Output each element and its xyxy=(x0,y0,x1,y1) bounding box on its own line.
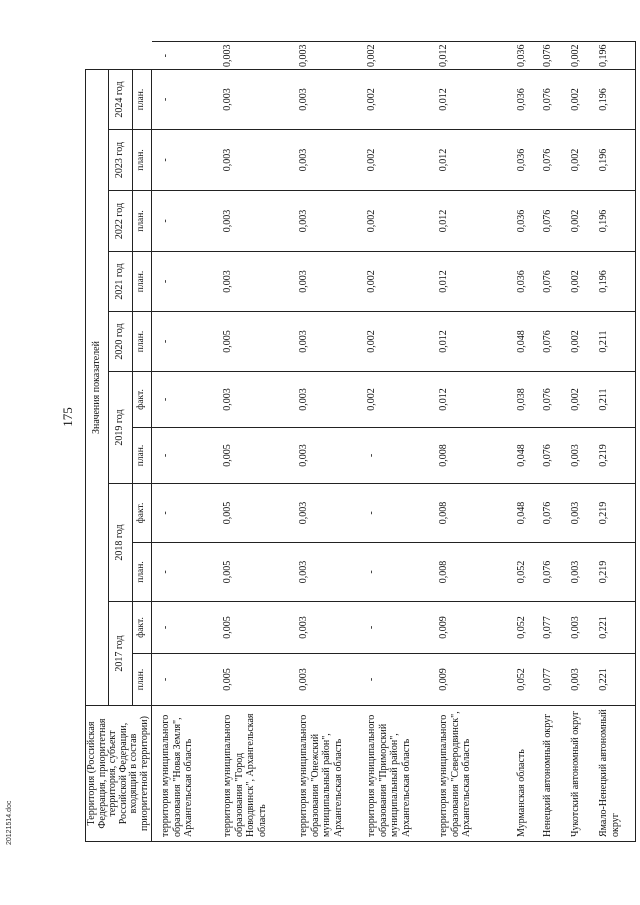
value-cell: - xyxy=(365,484,437,543)
value-cell: 0,003 xyxy=(297,654,365,706)
value-cell: - xyxy=(365,428,437,484)
value-cell: - xyxy=(152,602,222,654)
value-cell: 0,008 xyxy=(437,428,515,484)
value-cell: - xyxy=(152,654,222,706)
value-cell: - xyxy=(152,191,222,252)
value-cell: 0,003 xyxy=(221,70,297,130)
table-row xyxy=(569,42,597,842)
value-cell: - xyxy=(152,312,222,372)
value-cell: 0,076 xyxy=(541,70,569,130)
value-cell: 0,009 xyxy=(437,654,515,706)
value-cell: 0,003 xyxy=(297,312,365,372)
year-header: 2022 год xyxy=(109,191,132,252)
value-cell: 0,003 xyxy=(221,252,297,312)
value-cell: 0,036 xyxy=(515,70,541,130)
value-cell: 0,221 xyxy=(597,654,636,706)
value-cell: 0,076 xyxy=(541,130,569,191)
value-cell: 0,221 xyxy=(597,602,636,654)
year-header: 2021 год xyxy=(109,252,132,312)
year-header: 2019 год xyxy=(109,372,132,484)
value-cell: 0,076 xyxy=(541,312,569,372)
year-header: 2020 год xyxy=(109,312,132,372)
table-row xyxy=(437,42,515,842)
territory-cell: территория муниципального образования "Приморский муниципальный район", Архангельская область xyxy=(365,706,437,842)
value-cell: 0,052 xyxy=(515,543,541,602)
value-cell: 0,036 xyxy=(515,130,541,191)
value-cell: 0,002 xyxy=(365,70,437,130)
value-cell: 0,005 xyxy=(221,654,297,706)
value-cell: 0,002 xyxy=(365,252,437,312)
value-cell: - xyxy=(152,42,222,70)
value-cell: 0,076 xyxy=(541,484,569,543)
value-cell: 0,003 xyxy=(297,428,365,484)
value-cell: 0,077 xyxy=(541,602,569,654)
value-cell: 0,211 xyxy=(597,372,636,428)
plan-header: план. xyxy=(132,130,151,191)
value-cell: 0,052 xyxy=(515,654,541,706)
value-cell: 0,219 xyxy=(597,484,636,543)
value-cell: 0,002 xyxy=(569,42,597,70)
territory-cell: Чукотский автономный округ xyxy=(569,706,597,842)
territory-cell: Ненецкий автономный округ xyxy=(541,706,569,842)
value-cell: 0,196 xyxy=(597,70,636,130)
value-cell: 0,002 xyxy=(569,191,597,252)
value-cell: 0,002 xyxy=(365,42,437,70)
fact-header: факт. xyxy=(132,484,151,543)
value-cell: 0,196 xyxy=(597,42,636,70)
value-cell: 0,036 xyxy=(515,42,541,70)
table-row xyxy=(515,42,541,842)
value-cell: 0,003 xyxy=(297,191,365,252)
value-cell: 0,002 xyxy=(365,130,437,191)
value-cell: - xyxy=(365,543,437,602)
value-cell: 0,012 xyxy=(437,191,515,252)
value-cell: 0,211 xyxy=(597,312,636,372)
value-cell: 0,036 xyxy=(515,191,541,252)
value-cell: 0,012 xyxy=(437,70,515,130)
value-cell: 0,036 xyxy=(515,252,541,312)
value-cell: 0,038 xyxy=(515,372,541,428)
value-cell: 0,077 xyxy=(541,654,569,706)
value-cell: 0,003 xyxy=(569,543,597,602)
value-cell: 0,048 xyxy=(515,312,541,372)
value-cell: 0,003 xyxy=(297,130,365,191)
plan-header: план. xyxy=(132,70,151,130)
plan-header: план. xyxy=(132,252,151,312)
value-cell: 0,005 xyxy=(221,602,297,654)
year-header: 2018 год xyxy=(109,484,132,602)
value-cell: 0,003 xyxy=(221,191,297,252)
value-cell: - xyxy=(152,70,222,130)
value-cell: - xyxy=(365,654,437,706)
value-cell: 0,219 xyxy=(597,428,636,484)
value-cell: 0,012 xyxy=(437,42,515,70)
footer-file-code: 20121514.doc xyxy=(6,800,13,845)
value-cell: 0,003 xyxy=(297,484,365,543)
value-cell: 0,008 xyxy=(437,543,515,602)
territory-header: Территория (Российская Федерация, приоритетная территория, субъект Российской Федерации, входящий в состав приоритетной территории) xyxy=(86,706,152,842)
value-cell: - xyxy=(365,602,437,654)
table-row xyxy=(297,42,365,842)
table-row xyxy=(152,42,222,842)
value-cell: 0,003 xyxy=(221,372,297,428)
value-cell: 0,048 xyxy=(515,428,541,484)
rotated-content xyxy=(60,0,640,842)
value-cell: 0,052 xyxy=(515,602,541,654)
plan-header: план. xyxy=(132,543,151,602)
page-number: 175 xyxy=(60,407,75,427)
plan-header: план. xyxy=(132,191,151,252)
year-header: 2023 год xyxy=(109,130,132,191)
territory-cell: территория муниципального образования "Город Новодвинск", Архангельская область xyxy=(221,706,297,842)
value-cell: 0,002 xyxy=(569,372,597,428)
value-cell: 0,196 xyxy=(597,130,636,191)
value-cell: 0,002 xyxy=(569,312,597,372)
value-cell: 0,076 xyxy=(541,543,569,602)
value-cell: 0,003 xyxy=(297,252,365,312)
value-cell: 0,003 xyxy=(221,130,297,191)
year-header: 2017 год xyxy=(109,602,132,706)
value-cell: - xyxy=(152,543,222,602)
value-cell: 0,002 xyxy=(365,191,437,252)
value-cell: 0,002 xyxy=(365,372,437,428)
value-cell: 0,003 xyxy=(569,602,597,654)
value-cell: 0,076 xyxy=(541,372,569,428)
territory-cell: Ямало-Ненецкий автономный округ xyxy=(597,706,636,842)
value-cell: 0,009 xyxy=(437,602,515,654)
indicator-table xyxy=(85,42,636,843)
value-cell: 0,012 xyxy=(437,372,515,428)
territory-cell: территория муниципального образования "Северодвинск", Архангельская область xyxy=(437,706,515,842)
value-cell: 0,003 xyxy=(297,602,365,654)
value-cell: 0,002 xyxy=(365,312,437,372)
value-cell: 0,003 xyxy=(569,654,597,706)
value-cell: 0,003 xyxy=(297,543,365,602)
value-cell: 0,003 xyxy=(297,372,365,428)
value-cell: 0,005 xyxy=(221,543,297,602)
value-cell: 0,008 xyxy=(437,484,515,543)
value-cell: 0,005 xyxy=(221,312,297,372)
table-row xyxy=(365,42,437,842)
value-cell: 0,012 xyxy=(437,312,515,372)
territory-cell: территория муниципального образования "Новая Земля", Архангельская область xyxy=(152,706,222,842)
territory-cell: территория муниципального образования "Онежский муниципальный район", Архангельская область xyxy=(297,706,365,842)
value-cell: 0,076 xyxy=(541,428,569,484)
fact-header: факт. xyxy=(132,372,151,428)
value-cell: 0,003 xyxy=(297,70,365,130)
value-cell: 0,076 xyxy=(541,42,569,70)
value-cell: - xyxy=(152,372,222,428)
value-cell: 0,005 xyxy=(221,484,297,543)
value-cell: 0,003 xyxy=(221,42,297,70)
value-cell: 0,196 xyxy=(597,191,636,252)
plan-header: план. xyxy=(132,428,151,484)
table-row xyxy=(221,42,297,842)
plan-header: план. xyxy=(132,654,151,706)
fact-header: факт. xyxy=(132,602,151,654)
value-cell: 0,003 xyxy=(569,428,597,484)
value-cell: 0,005 xyxy=(221,428,297,484)
table-row xyxy=(597,42,636,842)
table-row xyxy=(541,42,569,842)
value-cell: 0,002 xyxy=(569,130,597,191)
value-cell: 0,012 xyxy=(437,252,515,312)
value-cell: 0,003 xyxy=(569,484,597,543)
value-cell: 0,219 xyxy=(597,543,636,602)
value-cell: - xyxy=(152,428,222,484)
value-cell: 0,002 xyxy=(569,70,597,130)
territory-cell: Мурманская область xyxy=(515,706,541,842)
year-header: 2024 год xyxy=(109,70,132,130)
value-cell: 0,048 xyxy=(515,484,541,543)
value-cell: 0,076 xyxy=(541,252,569,312)
values-title: Значения показателей xyxy=(86,70,109,706)
value-cell: 0,002 xyxy=(569,252,597,312)
value-cell: - xyxy=(152,252,222,312)
value-cell: - xyxy=(152,484,222,543)
value-cell: 0,012 xyxy=(437,130,515,191)
value-cell: 0,003 xyxy=(297,42,365,70)
value-cell: 0,076 xyxy=(541,191,569,252)
plan-header: план. xyxy=(132,312,151,372)
value-cell: 0,196 xyxy=(597,252,636,312)
value-cell: - xyxy=(152,130,222,191)
